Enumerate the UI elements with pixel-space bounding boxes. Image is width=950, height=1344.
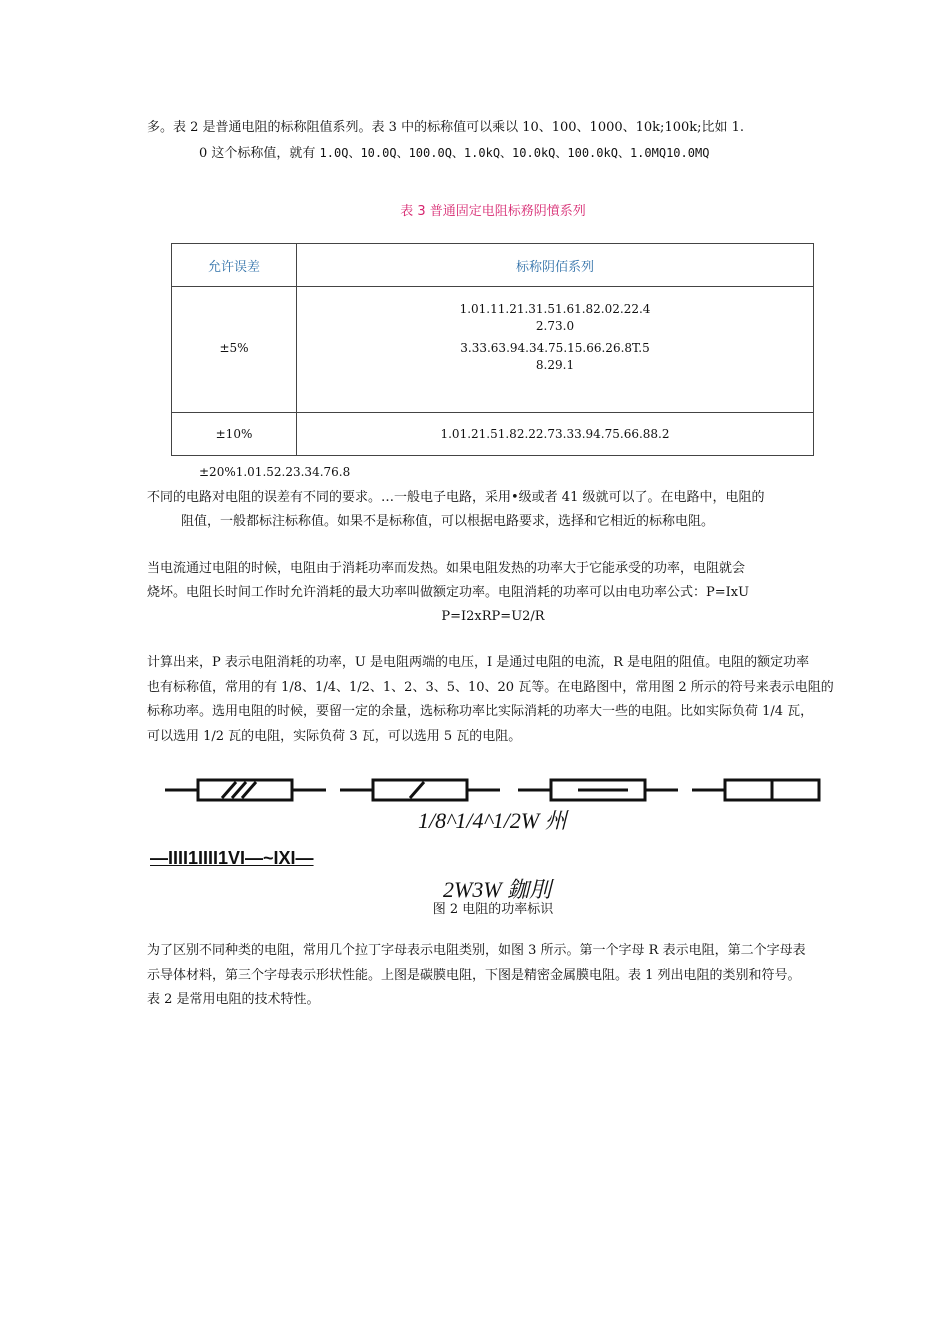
- calc-line-3: 标称功率。选用电阻的时候，要留一定的余量，选标称功率比实际消耗的功率大一些的电阻。比如实际负荷 1/4 瓦，: [147, 704, 814, 719]
- tolerance-line-2: 阻值，一般都标注标称值。如果不是标称值，可以根据电路要求，选择和它相近的标称电阻。: [181, 514, 715, 529]
- types-line-3: 表 2 是常用电阻的技术特性。: [147, 992, 320, 1007]
- table3-caption: 表 3 普通固定电阻标務阴憤系列: [400, 204, 586, 219]
- row1-series-a1: 1.01.11.21.31.51.61.82.02.22.4: [459, 302, 651, 316]
- intro-line-2: [199, 141, 709, 166]
- table-row: [172, 413, 814, 456]
- table-row: [172, 287, 814, 413]
- header-tolerance: 允许误差: [172, 244, 297, 287]
- resistor-power-symbols: [160, 772, 830, 808]
- power-line-2: 烧坏。电阻长时间工作时允许消耗的最大功率叫做额定功率。电阻消耗的功率可以由电功率公式：P=IxU: [147, 585, 750, 600]
- intro-line-1: 多。表 2 是普通电阻的标称阻值系列。表 3 中的标称值可以乘以 10、100、1000、10k;100k;比如 1.: [147, 120, 745, 135]
- row1-series-b1: 3.33.63.94.34.75.15.66.26.8T.5: [460, 341, 650, 355]
- row2-series: 1.01.21.51.82.22.73.33.94.75.66.88.2: [297, 413, 814, 456]
- row1-series-b2: 8.29.1: [535, 358, 575, 372]
- calc-line-1: 计算出来，P 表示电阻消耗的功率，U 是电阻两端的电压，I 是通过电阻的电流，R 是电阻的阻值。电阻的额定功率: [147, 655, 810, 670]
- figure2-label-row2: 2W3W 鉫刖: [443, 877, 552, 902]
- figure2-caption: 图 2 电阻的功率标识: [432, 902, 554, 917]
- row1-series-a2: 2.73.0: [535, 319, 575, 333]
- power-formula: P=I2xRP=U2/R: [441, 609, 545, 624]
- resistor-1w-symbol: [692, 780, 819, 800]
- resistance-series-table: [171, 243, 814, 456]
- power-line-1: 当电流通过电阻的时候，电阻由于消耗功率而发热。如果电阻发热的功率大于它能承受的功率，电阻就会: [147, 561, 746, 576]
- intro-line-2-values: 1.0Q、10.0Q、100.0Q、1.0kQ、10.0kQ、100.0kQ、1.0MQ10.0MQ: [319, 146, 710, 160]
- row1-series: [297, 287, 814, 413]
- resistor-1-8w-symbol: [165, 780, 326, 800]
- types-line-1: 为了区别不同种类的电阻，常用几个拉丁字母表示电阻类别，如图 3 所示。第一个字母 R 表示电阻，第二个字母表: [147, 943, 806, 958]
- figure2-label-row1: 1/8^1/4^1/2W 州: [418, 808, 567, 833]
- tolerance-line-1: 不同的电路对电阻的误差有不同的要求。…一般电子电路，采用•级或者 41 级就可以了。在电路中，电阻的: [147, 490, 765, 505]
- row1-tolerance: ±5%: [172, 287, 297, 413]
- row3-text: ±20%1.01.52.23.34.76.8: [199, 465, 351, 479]
- intro-line-2-prefix: 0 这个标称值，就有: [199, 146, 316, 161]
- table-header-row: [172, 244, 814, 287]
- header-series: 标称阴佰系列: [297, 244, 814, 287]
- resistor-1-4w-symbol: [340, 780, 500, 800]
- types-line-2: 示导体材料，第三个字母表示形状性能。上图是碳膜电阻，下图是精密金属膜电阻。表 1 列出电阻的类别和符号。: [147, 968, 801, 983]
- figure2-label-row2-left: —IIII1IIII1VI—~IXI—: [150, 848, 314, 868]
- resistor-1-2w-symbol: [518, 780, 678, 800]
- row2-tolerance: ±10%: [172, 413, 297, 456]
- calc-line-2: 也有标称值，常用的有 1/8、1/4、1/2、1、2、3、5、10、20 瓦等。在电路图中，常用图 2 所示的符号来表示电阻的: [147, 680, 834, 695]
- calc-line-4: 可以选用 1/2 瓦的电阻，实际负荷 3 瓦，可以选用 5 瓦的电阻。: [147, 729, 522, 744]
